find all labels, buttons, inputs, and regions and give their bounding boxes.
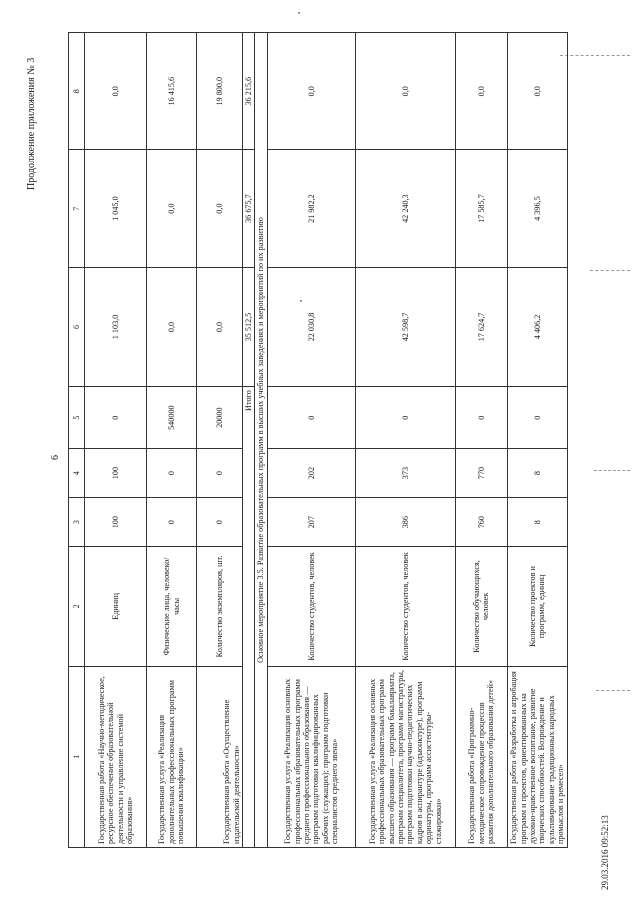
cell: 386 [355,498,455,547]
col-header: 2 [69,547,85,666]
col-header: 6 [69,267,85,386]
cell: 100 [85,498,147,547]
cell: 4 396,5 [507,150,567,267]
scan-artifact [594,470,630,471]
row-name: Государственная работа «Разработка и апробация программ и проектов, ориентированных на духовно-нравственное воспитание, развитие творческих способностей. Возрождение и культивирование традиционных народных промыслов и ремесел» [507,666,567,847]
cell: 17 624,7 [455,267,507,386]
cell: 0,0 [355,33,455,150]
cell: 0 [197,449,243,498]
cell: 0 [455,387,507,449]
cell: 0 [85,387,147,449]
table-row [355,33,455,848]
cell: 22 030,8 [267,267,355,386]
col-header: 8 [69,33,85,150]
row-unit: Единиц [85,547,147,666]
cell: 1 045,0 [85,150,147,267]
cell: 207 [267,498,355,547]
cell: 0,0 [455,33,507,150]
table-row [507,33,567,848]
row-name: Государственная услуга «Реализация дополнительных профессиональных программ повышения квалификации» [147,666,197,847]
row-name: Государственная работа «Научно-методическое, ресурсное обеспечение образовательной деятельности и управление системой образования» [85,666,147,847]
cell: 42 240,3 [355,150,455,267]
col-header: 7 [69,150,85,267]
table-header-row [69,33,85,848]
row-unit: Физические лица, человеко/часы [147,547,197,666]
cell: 17 585,7 [455,150,507,267]
cell: 100 [85,449,147,498]
print-timestamp: 29.03.2016 09:52:13 [600,815,610,890]
table-row [197,33,243,848]
cell: 760 [455,498,507,547]
total-label: Итого [243,387,255,848]
total-row [243,33,255,848]
table-row [267,33,355,848]
total-cell: 36 675,7 [243,150,255,267]
table-row [85,33,147,848]
cell: 540000 [147,387,197,449]
cell: 8 [507,449,567,498]
cell: 373 [355,449,455,498]
row-unit: Количество студентов, человек [355,547,455,666]
cell: 21 982,2 [267,150,355,267]
cell: 202 [267,449,355,498]
cell: 1 103,0 [85,267,147,386]
row-name: Государственная работа «Осуществление издательской деятельности» [197,666,243,847]
scan-artifact [560,55,630,56]
row-unit: Количество обучающихся, человек [455,547,507,666]
scan-artifact [596,690,630,691]
col-header: 4 [69,449,85,498]
cell: 8 [507,498,567,547]
section-row [255,33,267,848]
cell: 0 [507,387,567,449]
row-name: Государственная работа «Программно-методическое сопровождение процессов развития дополнительного образования детей» [455,666,507,847]
cell: 0,0 [147,267,197,386]
cell: 0 [267,387,355,449]
cell: 0,0 [197,150,243,267]
col-header: 5 [69,387,85,449]
table-row [455,33,507,848]
cell: 4 406,2 [507,267,567,386]
section-label: Основное мероприятие 3.5. Развитие образовательных программ в высших учебных заведениях и мероприятий по их развитию [255,33,267,848]
cell: 20000 [197,387,243,449]
cell: 0,0 [507,33,567,150]
cell: 42 598,7 [355,267,455,386]
cell: 0,0 [197,267,243,386]
cell: 0 [197,498,243,547]
row-name: Государственная услуга «Реализация основных профессиональных образовательных программ среднего профессионального образования — программ подготовки квалифицированных рабочих (служащих); программ подготовки специалистов среднего звена» [267,666,355,847]
appendix-table [68,32,566,848]
cell: 0,0 [267,33,355,150]
cell: 0,0 [147,150,197,267]
cell: 770 [455,449,507,498]
col-header: 1 [69,666,85,847]
cell: 0 [147,449,197,498]
scan-artifact [298,12,300,14]
cell: 0 [147,498,197,547]
cell: 0 [355,387,455,449]
total-cell: 36 215,6 [243,33,255,150]
row-unit: Количество экземпляров, шт. [197,547,243,666]
row-unit: Количество студентов, человек [267,547,355,666]
row-unit: Количество проектов и программ, единиц [507,547,567,666]
total-cell: 35 512,5 [243,267,255,386]
row-name: Государственная услуга «Реализация основных профессиональных образовательных программ высшего образования — программ бакалавриата, программ специалитета, программ магистратуры, программ подготовки научно-педагогических кадров в аспирантуре (адъюнктуре), программ ординатуры, программ ассистентуры-стажировки» [355,666,455,847]
col-header: 3 [69,498,85,547]
scan-artifact [590,270,630,271]
cell: 19 800,0 [197,33,243,150]
cell: 16 415,6 [147,33,197,150]
cell: 0,0 [85,33,147,150]
continuation-label: Продолжение приложения № 3 [26,57,37,190]
table-row [147,33,197,848]
page-number: 6 [50,455,61,460]
